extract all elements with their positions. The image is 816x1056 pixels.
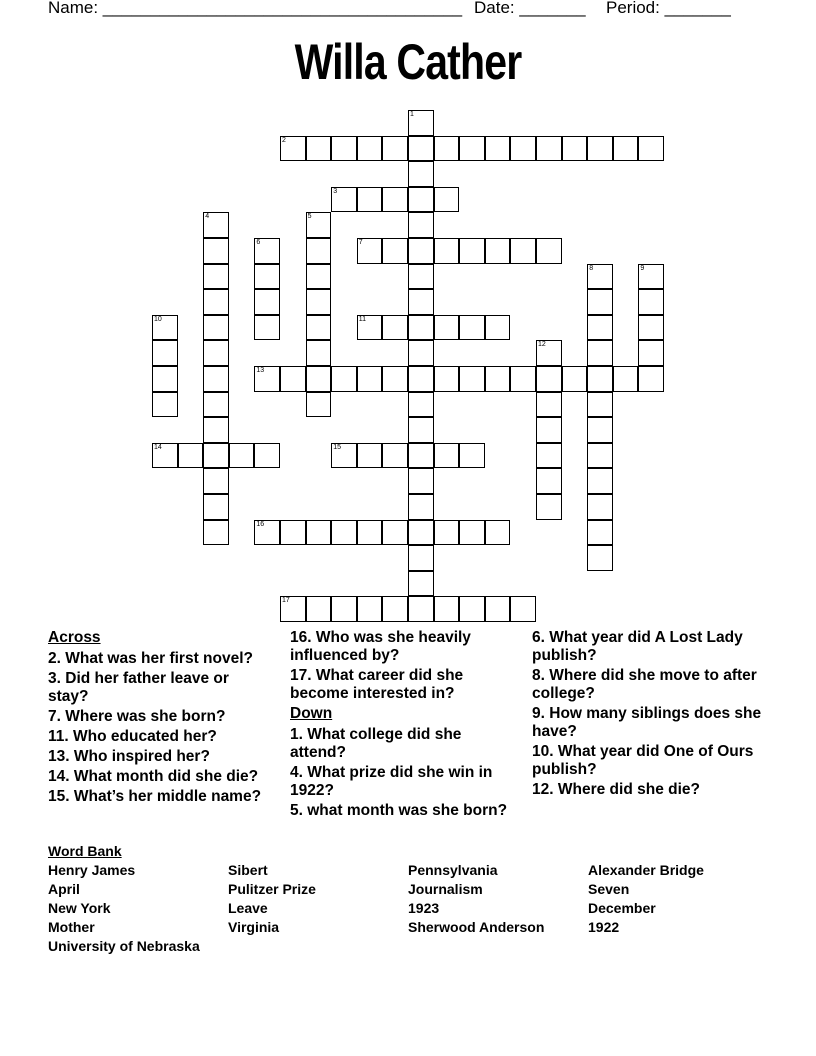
clue-text: What year did One of Ours publish? [532, 743, 754, 778]
crossword-cell[interactable] [536, 417, 562, 443]
crossword-cell[interactable] [587, 366, 613, 392]
crossword-cell[interactable] [152, 443, 178, 469]
crossword-cell[interactable] [306, 392, 332, 418]
clue-number-label: 17 [282, 597, 290, 605]
clue-number: 5. [290, 802, 303, 819]
crossword-cell[interactable] [485, 520, 511, 546]
word-bank-item: December [588, 900, 656, 916]
crossword-cell[interactable] [357, 315, 383, 341]
crossword-cell[interactable] [536, 340, 562, 366]
crossword-cell[interactable] [331, 520, 357, 546]
crossword-cell[interactable] [510, 596, 536, 622]
clue-text: Did her father leave or stay? [48, 670, 229, 705]
word-bank-item: Henry James [48, 862, 136, 878]
crossword-cell[interactable] [254, 520, 280, 546]
crossword-cell[interactable] [357, 520, 383, 546]
word-bank-item: New York [48, 900, 111, 916]
word-bank-item: Pulitzer Prize [228, 881, 316, 897]
crossword-cell[interactable] [357, 238, 383, 264]
word-bank-item: 1923 [408, 900, 440, 916]
clue-number-label: 16 [256, 520, 265, 528]
crossword-cell[interactable] [408, 443, 434, 469]
crossword-cell[interactable] [408, 520, 434, 546]
crossword-cell[interactable] [408, 264, 434, 290]
clue-down-9 [532, 705, 762, 741]
crossword-cell[interactable] [485, 366, 511, 392]
crossword-cell[interactable] [408, 340, 434, 366]
crossword-cell[interactable] [382, 520, 408, 546]
crossword-cell[interactable] [587, 289, 613, 315]
crossword-cell[interactable] [357, 187, 383, 213]
crossword-cell[interactable] [306, 366, 332, 392]
crossword-cell[interactable] [306, 596, 332, 622]
crossword-cell[interactable] [280, 366, 306, 392]
crossword-cell[interactable] [638, 340, 664, 366]
clue-text: Who was she heavily influenced by? [290, 629, 471, 664]
crossword-cell[interactable] [587, 136, 613, 162]
crossword-cell[interactable] [408, 596, 434, 622]
crossword-cell[interactable] [408, 187, 434, 213]
clue-number: 7. [48, 708, 61, 725]
clue-text: Who inspired her? [73, 748, 210, 765]
clue-text: What’s her middle name? [73, 788, 262, 805]
crossword-cell[interactable] [254, 264, 280, 290]
clue-number-label: 4 [205, 213, 210, 221]
clue-number-label: 15 [333, 443, 341, 451]
crossword-cell[interactable] [280, 136, 306, 162]
crossword-cell[interactable] [434, 366, 460, 392]
crossword-cell[interactable] [562, 366, 588, 392]
crossword-cell[interactable] [382, 315, 408, 341]
clue-number-label: 9 [640, 264, 645, 272]
crossword-cell[interactable] [280, 596, 306, 622]
crossword-cell[interactable] [408, 110, 434, 136]
crossword-cell[interactable] [203, 520, 229, 546]
crossword-cell[interactable] [331, 187, 357, 213]
crossword-cell[interactable] [587, 468, 613, 494]
word-bank-item: Sibert [228, 862, 268, 878]
crossword-cell[interactable] [408, 392, 434, 418]
crossword-cell[interactable] [638, 315, 664, 341]
crossword-cell[interactable] [408, 238, 434, 264]
clue-number: 3. [48, 670, 61, 687]
clue-text: Where was she born? [65, 708, 226, 725]
crossword-cell[interactable] [434, 315, 460, 341]
crossword-cell[interactable] [536, 136, 562, 162]
crossword-cell[interactable] [587, 443, 613, 469]
crossword-cell[interactable] [306, 289, 332, 315]
clue-text: Where did she die? [557, 781, 700, 798]
crossword-cell[interactable] [152, 392, 178, 418]
crossword-cell[interactable] [613, 136, 639, 162]
crossword-cell[interactable] [510, 366, 536, 392]
clue-text: What month did she die? [73, 768, 259, 785]
crossword-cell[interactable] [434, 238, 460, 264]
clue-across-17 [290, 667, 510, 703]
crossword-cell[interactable] [536, 392, 562, 418]
clues-column-3 [532, 629, 762, 801]
clue-number-label: 6 [256, 239, 261, 246]
clue-number: 16. [290, 629, 312, 646]
clue-text: What year did A Lost Lady publish? [532, 629, 743, 664]
crossword-cell[interactable] [408, 468, 434, 494]
word-bank-item: Sherwood Anderson [408, 919, 545, 935]
crossword-cell[interactable] [254, 366, 280, 392]
crossword-cell[interactable] [357, 136, 383, 162]
crossword-cell[interactable] [306, 136, 332, 162]
word-bank-item: Virginia [228, 919, 280, 935]
crossword-cell[interactable] [382, 238, 408, 264]
crossword-cell[interactable] [485, 315, 511, 341]
clue-number-label: 2 [282, 136, 286, 144]
crossword-cell[interactable] [152, 340, 178, 366]
crossword-cell[interactable] [408, 212, 434, 238]
crossword-cell[interactable] [306, 520, 332, 546]
crossword-cell[interactable] [203, 238, 229, 264]
crossword-cell[interactable] [459, 366, 485, 392]
crossword-cell[interactable] [357, 366, 383, 392]
crossword-cell[interactable] [587, 264, 613, 290]
word-bank-item: Leave [228, 900, 268, 916]
word-bank-item: Alexander Bridge [588, 862, 704, 878]
clue-across-15 [48, 788, 268, 806]
crossword-cell[interactable] [203, 340, 229, 366]
crossword-cell[interactable] [331, 366, 357, 392]
crossword-cell[interactable] [203, 315, 229, 341]
clue-number: 12. [532, 781, 554, 798]
clues-column-1 [48, 629, 268, 808]
crossword-cell[interactable] [613, 366, 639, 392]
crossword-cell[interactable] [382, 136, 408, 162]
clue-number: 15. [48, 788, 70, 805]
crossword-cell[interactable] [280, 520, 306, 546]
crossword-cell[interactable] [203, 443, 229, 469]
clue-number-label: 1 [410, 111, 414, 118]
crossword-cell[interactable] [485, 238, 511, 264]
crossword-cell[interactable] [306, 340, 332, 366]
crossword-cell[interactable] [306, 264, 332, 290]
crossword-cell[interactable] [408, 366, 434, 392]
crossword-cell[interactable] [459, 520, 485, 546]
word-bank-item: Seven [588, 881, 630, 897]
crossword-cell[interactable] [382, 443, 408, 469]
word-bank-heading: Word Bank [48, 843, 122, 859]
crossword-cell[interactable] [638, 136, 664, 162]
crossword-cell[interactable] [434, 520, 460, 546]
clue-text: What was her first novel? [65, 650, 254, 667]
crossword-cell[interactable] [203, 212, 229, 238]
crossword-cell[interactable] [306, 238, 332, 264]
clue-text: What college did she attend? [290, 726, 462, 761]
crossword-cell[interactable] [408, 161, 434, 187]
clue-across-7 [48, 708, 268, 726]
crossword-cell[interactable] [152, 366, 178, 392]
clue-down-12 [532, 781, 762, 799]
clue-number: 17. [290, 667, 312, 684]
date-field-label: Date: _______ [474, 0, 586, 17]
clue-across-3 [48, 670, 268, 706]
clue-number-label: 3 [333, 187, 338, 195]
crossword-cell[interactable] [203, 392, 229, 418]
clue-number: 2. [48, 650, 61, 667]
crossword-cell[interactable] [408, 136, 434, 162]
crossword-cell[interactable] [203, 264, 229, 290]
clue-down-6 [532, 629, 762, 665]
down-heading: Down [290, 705, 333, 722]
clue-number-label: 11 [358, 315, 367, 323]
crossword-cell[interactable] [306, 315, 332, 341]
clue-number-label: 10 [154, 315, 162, 323]
clue-down-10 [532, 743, 762, 779]
clue-number: 1. [290, 726, 303, 743]
crossword-cell[interactable] [459, 596, 485, 622]
crossword-cell[interactable] [536, 238, 562, 264]
clue-number: 4. [290, 764, 303, 781]
crossword-cell[interactable] [536, 468, 562, 494]
crossword-cell[interactable] [331, 136, 357, 162]
crossword-cell[interactable] [459, 238, 485, 264]
clue-down-4 [290, 764, 510, 800]
word-bank-item: 1922 [588, 919, 620, 935]
clue-number: 13. [48, 748, 70, 765]
crossword-cell[interactable] [638, 366, 664, 392]
page-title: Willa Cather [294, 34, 522, 90]
crossword-cell[interactable] [203, 494, 229, 520]
crossword-cell[interactable] [587, 340, 613, 366]
clue-text: What career did she become interested in? [290, 667, 464, 702]
crossword-cell[interactable] [203, 417, 229, 443]
crossword-cell[interactable] [254, 315, 280, 341]
clue-across-13 [48, 748, 268, 766]
crossword-cell[interactable] [510, 238, 536, 264]
clue-number: 9. [532, 705, 545, 722]
crossword-cell[interactable] [357, 596, 383, 622]
crossword-cell[interactable] [254, 289, 280, 315]
crossword-cell[interactable] [587, 520, 613, 546]
crossword-cell[interactable] [178, 443, 204, 469]
word-bank-item: University of Nebraska [48, 938, 200, 954]
crossword-cell[interactable] [331, 596, 357, 622]
clue-number: 6. [532, 629, 545, 646]
clue-down-5 [290, 802, 510, 820]
crossword-cell[interactable] [536, 494, 562, 520]
crossword-cell[interactable] [638, 264, 664, 290]
crossword-cell[interactable] [459, 443, 485, 469]
crossword-cell[interactable] [408, 417, 434, 443]
crossword-cell[interactable] [587, 315, 613, 341]
clue-text: what month was she born? [307, 802, 508, 819]
crossword-cell[interactable] [587, 417, 613, 443]
word-bank-item: Mother [48, 919, 95, 935]
crossword-cell[interactable] [434, 596, 460, 622]
clue-down-1 [290, 726, 510, 762]
clue-number-label: 12 [538, 341, 546, 349]
clue-text: What prize did she win in 1922? [290, 764, 493, 799]
crossword-cell[interactable] [408, 545, 434, 571]
crossword-cell[interactable] [203, 366, 229, 392]
crossword-cell[interactable] [306, 212, 332, 238]
crossword-cell[interactable] [434, 136, 460, 162]
crossword-cell[interactable] [459, 136, 485, 162]
clue-across-14 [48, 768, 268, 786]
crossword-cell[interactable] [254, 443, 280, 469]
crossword-cell[interactable] [229, 443, 255, 469]
crossword-cell[interactable] [408, 494, 434, 520]
clue-number: 10. [532, 743, 554, 760]
clue-down-8 [532, 667, 762, 703]
crossword-cell[interactable] [203, 289, 229, 315]
crossword-cell[interactable] [587, 494, 613, 520]
across-heading: Across [48, 629, 101, 646]
word-bank-item: Journalism [408, 881, 483, 897]
clue-text: How many siblings does she have? [532, 705, 762, 740]
name-field-label: Name: ______________________________________ [48, 0, 463, 17]
crossword-cell[interactable] [536, 366, 562, 392]
crossword-cell[interactable] [459, 315, 485, 341]
crossword-cell[interactable] [331, 443, 357, 469]
crossword-cell[interactable] [562, 136, 588, 162]
crossword-cell[interactable] [382, 596, 408, 622]
crossword-cell[interactable] [382, 366, 408, 392]
crossword-cell[interactable] [510, 136, 536, 162]
clue-across-11 [48, 728, 268, 746]
crossword-cell[interactable] [254, 238, 280, 264]
word-bank-item: Pennsylvania [408, 862, 498, 878]
crossword-cell[interactable] [536, 443, 562, 469]
word-bank-item: April [48, 881, 80, 897]
crossword-cell[interactable] [434, 187, 460, 213]
clues-column-2 [290, 629, 510, 822]
crossword-cell[interactable] [203, 468, 229, 494]
crossword-cell[interactable] [485, 136, 511, 162]
clue-number: 8. [532, 667, 545, 684]
crossword-cell[interactable] [152, 315, 178, 341]
crossword-cell[interactable] [357, 443, 383, 469]
period-field-label: Period: _______ [606, 0, 731, 17]
clue-number: 14. [48, 768, 70, 785]
clue-number-label: 8 [589, 264, 594, 272]
clue-text: Who educated her? [73, 728, 217, 745]
crossword-cell[interactable] [587, 392, 613, 418]
clue-number-label: 7 [358, 239, 363, 246]
clue-number-label: 14 [154, 443, 162, 451]
clue-number: 11. [48, 728, 69, 745]
clue-text: Where did she move to after college? [532, 667, 757, 702]
clue-number-label: 13 [256, 367, 265, 374]
crossword-cell[interactable] [587, 545, 613, 571]
crossword-cell[interactable] [408, 315, 434, 341]
crossword-cell[interactable] [434, 443, 460, 469]
crossword-cell[interactable] [382, 187, 408, 213]
clue-across-2 [48, 650, 268, 668]
clue-across-16 [290, 629, 510, 665]
crossword-cell[interactable] [485, 596, 511, 622]
crossword-cell[interactable] [638, 289, 664, 315]
clue-number-label: 5 [307, 213, 312, 221]
crossword-cell[interactable] [408, 289, 434, 315]
crossword-cell[interactable] [408, 571, 434, 597]
